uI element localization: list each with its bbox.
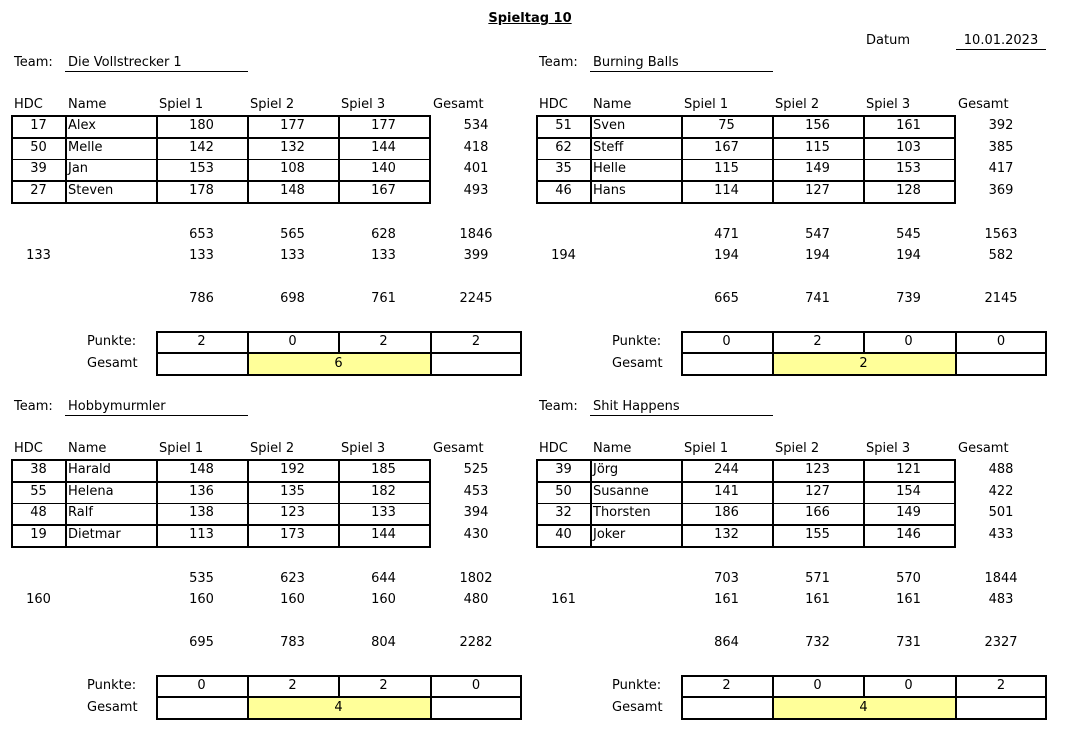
player-gesamt: 369 xyxy=(988,182,1014,198)
points-gridline xyxy=(430,352,432,375)
col-header-spiel3: Spiel 3 xyxy=(866,97,911,112)
gesamt-points: 4 xyxy=(859,700,868,715)
col-header-hdc: HDC xyxy=(539,97,568,112)
final-row-s3: 761 xyxy=(371,291,396,306)
team-name: Die Vollstrecker 1 xyxy=(65,55,248,72)
player-s3: 144 xyxy=(371,526,396,542)
col-header-spiel3: Spiel 3 xyxy=(866,441,911,456)
player-s1: 186 xyxy=(714,505,739,520)
team-label: Team: xyxy=(14,399,53,414)
player-s2: 149 xyxy=(805,161,830,176)
player-name: Susanne xyxy=(593,483,649,499)
table-gridline xyxy=(536,524,956,526)
punkte-label: Punkte: xyxy=(87,678,137,693)
hdc-row-s2: 194 xyxy=(805,248,830,263)
player-hdc: 39 xyxy=(30,161,47,176)
col-header-spiel2: Spiel 2 xyxy=(775,97,820,112)
punkte-gesamt: 2 xyxy=(996,678,1006,693)
player-gesamt: 501 xyxy=(988,505,1014,520)
player-gesamt: 385 xyxy=(988,139,1014,155)
player-gesamt: 493 xyxy=(463,182,489,198)
col-header-gesamt: Gesamt xyxy=(958,97,1009,112)
player-hdc: 62 xyxy=(555,139,572,155)
col-header-spiel3: Spiel 3 xyxy=(341,97,386,112)
player-hdc: 46 xyxy=(555,182,572,198)
player-s2: 148 xyxy=(280,182,305,198)
team-label: Team: xyxy=(14,55,53,70)
punkte-s1: 2 xyxy=(722,678,731,693)
player-s2: 173 xyxy=(280,526,305,542)
player-s3: 182 xyxy=(371,483,396,499)
final-row-s2: 741 xyxy=(805,291,830,306)
final-row-s1: 786 xyxy=(189,291,214,306)
player-s1: 153 xyxy=(189,161,214,176)
player-hdc: 48 xyxy=(30,505,47,520)
col-header-name: Name xyxy=(593,97,632,112)
punkte-s2: 0 xyxy=(288,334,297,349)
player-s3: 185 xyxy=(371,462,396,477)
punkte-gesamt: 2 xyxy=(471,334,481,349)
gesamt-label: Gesamt xyxy=(612,700,663,715)
col-header-hdc: HDC xyxy=(14,97,43,112)
player-hdc: 40 xyxy=(555,526,572,542)
sum-row-s2: 565 xyxy=(280,227,305,242)
player-s1: 75 xyxy=(718,118,735,133)
final-row-gesamt: 2145 xyxy=(984,291,1018,306)
hdc-row-gesamt: 582 xyxy=(988,248,1014,263)
sum-row-s3: 644 xyxy=(371,571,396,586)
final-row-gesamt: 2245 xyxy=(459,291,493,306)
player-hdc: 39 xyxy=(555,462,572,477)
player-s2: 155 xyxy=(805,526,830,542)
punkte-s3: 2 xyxy=(379,678,388,693)
col-header-spiel1: Spiel 1 xyxy=(684,97,729,112)
punkte-s2: 2 xyxy=(813,334,822,349)
table-gridline xyxy=(11,481,431,483)
player-s1: 132 xyxy=(714,526,739,542)
sum-row-s2: 623 xyxy=(280,571,305,586)
gesamt-points: 4 xyxy=(334,700,343,715)
points-gridline xyxy=(156,352,522,354)
points-gridline xyxy=(955,352,957,375)
player-gesamt: 525 xyxy=(463,462,489,477)
player-hdc: 51 xyxy=(555,118,572,133)
player-s3: 177 xyxy=(371,118,396,133)
col-header-spiel2: Spiel 2 xyxy=(250,441,295,456)
final-row-s2: 698 xyxy=(280,291,305,306)
col-header-spiel2: Spiel 2 xyxy=(775,441,820,456)
final-row-s3: 731 xyxy=(896,635,921,650)
col-header-gesamt: Gesamt xyxy=(958,441,1009,456)
col-header-name: Name xyxy=(68,97,107,112)
player-name: Steven xyxy=(68,182,114,198)
hdc-row-s2: 161 xyxy=(805,592,830,607)
hdc-row-s1: 161 xyxy=(714,592,739,607)
player-hdc: 35 xyxy=(555,161,572,176)
player-name: Jörg xyxy=(593,462,619,477)
hdc-row-s1: 133 xyxy=(189,248,214,263)
player-gesamt: 417 xyxy=(988,161,1014,176)
player-gesamt: 392 xyxy=(988,118,1014,133)
sum-row-gesamt: 1844 xyxy=(984,571,1018,586)
punkte-gesamt: 0 xyxy=(996,334,1006,349)
team-label: Team: xyxy=(539,55,578,70)
player-s2: 177 xyxy=(280,118,305,133)
hdc-row-s1: 194 xyxy=(714,248,739,263)
points-gridline xyxy=(430,696,432,719)
sum-row-s1: 703 xyxy=(714,571,739,586)
player-s3: 121 xyxy=(896,462,921,477)
punkte-label: Punkte: xyxy=(612,678,662,693)
gesamt-label: Gesamt xyxy=(87,700,138,715)
player-name: Ralf xyxy=(68,505,93,520)
sum-row-s1: 471 xyxy=(714,227,739,242)
points-gridline xyxy=(681,696,1047,698)
player-s1: 148 xyxy=(189,462,214,477)
player-s2: 132 xyxy=(280,139,305,155)
final-row-gesamt: 2282 xyxy=(459,635,493,650)
player-gesamt: 534 xyxy=(463,118,489,133)
player-hdc: 38 xyxy=(30,462,47,477)
team-name: Hobbymurmler xyxy=(65,399,248,416)
player-s3: 128 xyxy=(896,182,921,198)
hdc-row-gesamt: 483 xyxy=(988,592,1014,607)
punkte-s3: 2 xyxy=(379,334,388,349)
player-gesamt: 401 xyxy=(463,161,489,176)
punkte-s3: 0 xyxy=(904,678,913,693)
col-header-hdc: HDC xyxy=(539,441,568,456)
player-gesamt: 394 xyxy=(463,505,489,520)
col-header-gesamt: Gesamt xyxy=(433,97,484,112)
player-s1: 113 xyxy=(189,526,214,542)
player-gesamt: 418 xyxy=(463,139,489,155)
hdc-total: 160 xyxy=(26,592,51,607)
player-gesamt: 453 xyxy=(463,483,489,499)
final-row-s2: 783 xyxy=(280,635,305,650)
player-hdc: 50 xyxy=(30,139,47,155)
punkte-gesamt: 0 xyxy=(471,678,481,693)
player-s1: 142 xyxy=(189,139,214,155)
player-name: Dietmar xyxy=(68,526,121,542)
player-hdc: 19 xyxy=(30,526,47,542)
player-name: Joker xyxy=(593,526,626,542)
player-hdc: 50 xyxy=(555,483,572,499)
team-name: Burning Balls xyxy=(590,55,773,72)
player-s1: 178 xyxy=(189,182,214,198)
final-row-s1: 695 xyxy=(189,635,214,650)
points-gridline xyxy=(681,352,1047,354)
player-hdc: 27 xyxy=(30,182,47,198)
hdc-row-s3: 161 xyxy=(896,592,921,607)
player-gesamt: 430 xyxy=(463,526,489,542)
col-header-name: Name xyxy=(593,441,632,456)
player-gesamt: 422 xyxy=(988,483,1014,499)
player-s1: 115 xyxy=(714,161,739,176)
page-title: Spieltag 10 xyxy=(488,11,572,26)
player-s1: 141 xyxy=(714,483,739,499)
player-name: Helle xyxy=(593,161,626,176)
player-s3: 133 xyxy=(371,505,396,520)
hdc-row-s3: 160 xyxy=(371,592,396,607)
hdc-row-gesamt: 399 xyxy=(463,248,489,263)
hdc-row-s3: 194 xyxy=(896,248,921,263)
final-row-s1: 864 xyxy=(714,635,739,650)
sum-row-gesamt: 1802 xyxy=(459,571,493,586)
player-name: Steff xyxy=(593,139,624,155)
final-row-s3: 739 xyxy=(896,291,921,306)
player-hdc: 55 xyxy=(30,483,47,499)
player-name: Melle xyxy=(68,139,103,155)
punkte-s1: 0 xyxy=(722,334,731,349)
player-s3: 144 xyxy=(371,139,396,155)
player-name: Helena xyxy=(68,483,114,499)
final-row-s2: 732 xyxy=(805,635,830,650)
player-name: Hans xyxy=(593,182,626,198)
player-s2: 108 xyxy=(280,161,305,176)
player-gesamt: 433 xyxy=(988,526,1014,542)
player-hdc: 32 xyxy=(555,505,572,520)
hdc-total: 133 xyxy=(26,248,51,263)
table-gridline xyxy=(536,481,956,483)
sum-row-s3: 628 xyxy=(371,227,396,242)
col-header-spiel1: Spiel 1 xyxy=(159,97,204,112)
team-label: Team: xyxy=(539,399,578,414)
final-row-s3: 804 xyxy=(371,635,396,650)
punkte-s2: 0 xyxy=(813,678,822,693)
player-s1: 167 xyxy=(714,139,739,155)
col-header-spiel1: Spiel 1 xyxy=(684,441,729,456)
player-s2: 135 xyxy=(280,483,305,499)
table-gridline xyxy=(11,503,431,505)
table-gridline xyxy=(11,524,431,526)
player-gesamt: 488 xyxy=(988,462,1014,477)
team-name: Shit Happens xyxy=(590,399,773,416)
gesamt-points: 2 xyxy=(859,356,868,371)
player-s3: 149 xyxy=(896,505,921,520)
player-s2: 166 xyxy=(805,505,830,520)
sum-row-s3: 545 xyxy=(896,227,921,242)
datum-label: Datum xyxy=(866,33,910,48)
hdc-row-s1: 160 xyxy=(189,592,214,607)
player-s3: 167 xyxy=(371,182,396,198)
gesamt-label: Gesamt xyxy=(612,356,663,371)
player-s3: 146 xyxy=(896,526,921,542)
hdc-total: 194 xyxy=(551,248,576,263)
table-gridline xyxy=(536,180,956,182)
player-s1: 180 xyxy=(189,118,214,133)
gesamt-label: Gesamt xyxy=(87,356,138,371)
hdc-row-s2: 133 xyxy=(280,248,305,263)
table-gridline xyxy=(11,137,431,139)
player-s2: 192 xyxy=(280,462,305,477)
col-header-name: Name xyxy=(68,441,107,456)
player-name: Sven xyxy=(593,118,626,133)
player-s2: 156 xyxy=(805,118,830,133)
sum-row-gesamt: 1563 xyxy=(984,227,1018,242)
punkte-s1: 2 xyxy=(197,334,206,349)
punkte-s1: 0 xyxy=(197,678,206,693)
punkte-label: Punkte: xyxy=(87,334,137,349)
col-header-gesamt: Gesamt xyxy=(433,441,484,456)
table-gridline xyxy=(536,137,956,139)
gesamt-points: 6 xyxy=(334,356,343,371)
col-header-spiel2: Spiel 2 xyxy=(250,97,295,112)
col-header-spiel3: Spiel 3 xyxy=(341,441,386,456)
hdc-row-s2: 160 xyxy=(280,592,305,607)
player-s1: 114 xyxy=(714,182,739,198)
sum-row-gesamt: 1846 xyxy=(459,227,493,242)
hdc-row-s3: 133 xyxy=(371,248,396,263)
player-s1: 136 xyxy=(189,483,214,499)
player-name: Harald xyxy=(68,462,111,477)
punkte-s2: 2 xyxy=(288,678,297,693)
table-gridline xyxy=(11,180,431,182)
col-header-hdc: HDC xyxy=(14,441,43,456)
player-s3: 154 xyxy=(896,483,921,499)
player-s1: 138 xyxy=(189,505,214,520)
player-s3: 140 xyxy=(371,161,396,176)
punkte-s3: 0 xyxy=(904,334,913,349)
player-s2: 123 xyxy=(280,505,305,520)
player-s2: 123 xyxy=(805,462,830,477)
sum-row-s2: 547 xyxy=(805,227,830,242)
points-gridline xyxy=(955,696,957,719)
table-gridline xyxy=(11,159,431,161)
player-s3: 161 xyxy=(896,118,921,133)
punkte-label: Punkte: xyxy=(612,334,662,349)
hdc-row-gesamt: 480 xyxy=(463,592,489,607)
hdc-total: 161 xyxy=(551,592,576,607)
final-row-gesamt: 2327 xyxy=(984,635,1018,650)
player-s1: 244 xyxy=(714,462,739,477)
sum-row-s3: 570 xyxy=(896,571,921,586)
player-name: Thorsten xyxy=(593,505,651,520)
player-hdc: 17 xyxy=(30,118,47,133)
datum-value: 10.01.2023 xyxy=(956,33,1046,50)
player-s2: 127 xyxy=(805,182,830,198)
table-gridline xyxy=(536,503,956,505)
player-s2: 115 xyxy=(805,139,830,155)
sum-row-s1: 653 xyxy=(189,227,214,242)
col-header-spiel1: Spiel 1 xyxy=(159,441,204,456)
points-gridline xyxy=(156,696,522,698)
player-s2: 127 xyxy=(805,483,830,499)
player-name: Alex xyxy=(68,118,96,133)
player-s3: 153 xyxy=(896,161,921,176)
sum-row-s2: 571 xyxy=(805,571,830,586)
table-gridline xyxy=(536,159,956,161)
player-name: Jan xyxy=(68,161,89,176)
player-s3: 103 xyxy=(896,139,921,155)
sum-row-s1: 535 xyxy=(189,571,214,586)
final-row-s1: 665 xyxy=(714,291,739,306)
